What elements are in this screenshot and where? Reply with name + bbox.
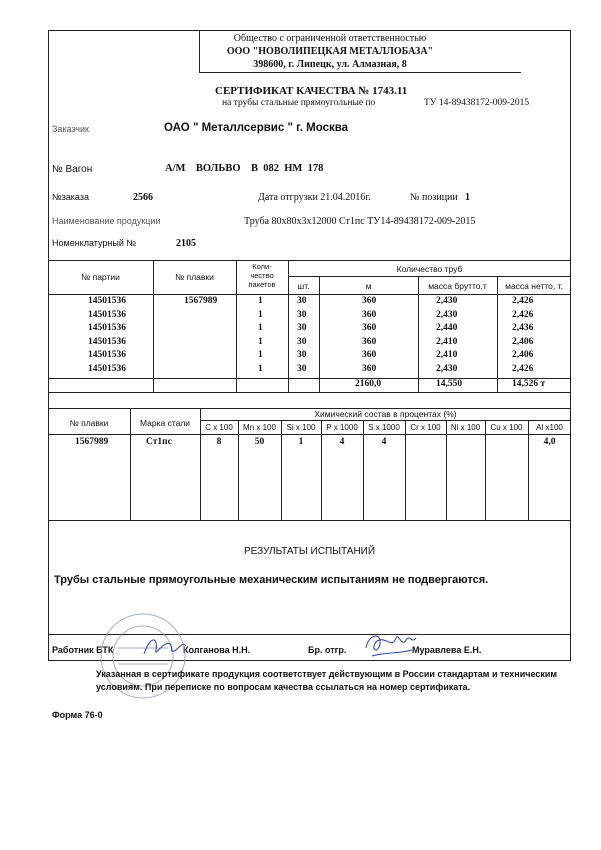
batch-cell-m: 360 [362, 364, 377, 374]
net-header: масса нетто, т. [505, 281, 563, 291]
position-label: № позиции [410, 192, 458, 203]
chem-value: 50 [254, 437, 265, 447]
nomen-value: 2105 [176, 238, 196, 249]
header-vdivider [199, 31, 200, 72]
ship-date: Дата отгрузки 21.04.2016г. [258, 192, 371, 203]
product-value: Труба 80х80х3х12000 Ст1пс ТУ14-89438172-009-2015 [244, 216, 476, 227]
position-value: 1 [465, 192, 470, 203]
batch-cell-packs: 1 [258, 309, 263, 320]
footer-note-1: Указанная в сертификате продукция соответствует действующим в России стандартам и техническим [96, 669, 558, 679]
total-gross: 14,550 [436, 379, 463, 389]
product-label: Наименование продукции [52, 216, 161, 226]
chem-value: 4,0 [543, 437, 556, 447]
batch-cell-gross: 2,430 [436, 296, 458, 306]
header-divider [199, 72, 521, 73]
qty-group-header: Количество труб [396, 264, 463, 274]
batch-cell-gross: 2,430 [436, 309, 458, 320]
form-number: Форма 76-0 [52, 710, 103, 720]
brigade-name: Муравлева Е.Н. [412, 645, 482, 655]
batch-cell-pcs: 30 [297, 336, 307, 347]
total-m: 2160,0 [355, 379, 382, 389]
certificate-standard: ТУ 14-89438172-009-2015 [424, 98, 530, 108]
customer-value: ОАО " Металлсервис " г. Москва [164, 122, 349, 134]
batch-cell-pcs: 30 [297, 323, 307, 334]
company-name: ООО "НОВОЛИПЕЦКАЯ МЕТАЛЛОБАЗА" [226, 46, 434, 57]
batch-cell-pcs: 30 [297, 296, 307, 306]
melt-header: № плавки [175, 272, 214, 282]
batch-header: № партии [81, 272, 120, 282]
brigade-signature [362, 628, 418, 662]
total-net: 14,526 т [512, 379, 546, 389]
customer-label: Заказчик [52, 124, 89, 134]
chem-melt-value: 1567989 [75, 437, 109, 447]
batch-cell-packs: 1 [258, 336, 263, 347]
chem-col-header: Cr х 100 [410, 423, 441, 432]
batch-cell-melt: 1567989 [184, 296, 218, 306]
order-value: 2566 [133, 192, 153, 203]
batch-cell-pcs: 30 [297, 350, 307, 361]
batch-cell-packs: 1 [258, 364, 263, 374]
footer-note-2: условиям. При переписке по вопросам качества ссылаться на номер сертификата. [96, 682, 471, 692]
gross-header: масса брутто,т [428, 281, 487, 291]
batch-cell-m: 360 [362, 336, 377, 347]
company-type: Общество с ограниченной ответственностью [233, 33, 427, 44]
batch-cell-packs: 1 [258, 296, 263, 306]
batch-cell-gross: 2,440 [436, 323, 458, 334]
company-address: 398600, г. Липецк, ул. Алмазная, 8 [253, 59, 407, 70]
chem-col-header: Al х100 [536, 423, 563, 432]
batch-cell-batch: 14501536 [88, 296, 126, 306]
batch-cell-m: 360 [362, 296, 377, 306]
batch-cell-m: 360 [362, 309, 377, 320]
batch-cell-net: 2,426 [512, 364, 534, 374]
chem-col-header: Cu х 100 [490, 423, 523, 432]
chem-col-header: Р х 1000 [326, 423, 358, 432]
chem-group-header: Химический состав в процентах (%) [314, 409, 457, 419]
chem-value: 1 [298, 437, 304, 447]
chem-col-header: С х 100 [205, 423, 233, 432]
chem-grade-value: Ст1пс [146, 437, 172, 447]
chem-melt-header: № плавки [69, 418, 109, 428]
batch-cell-net: 2,426 [512, 296, 534, 306]
chem-grade-header: Марка стали [139, 418, 191, 428]
pcs-header: шт. [297, 281, 310, 291]
batch-cell-pcs: 30 [297, 309, 307, 320]
wagon-value: А/М ВОЛЬВО В 082 НМ 178 [165, 163, 324, 174]
otk-label: Работник БТК [52, 645, 114, 655]
batch-cell-batch: 14501536 [88, 350, 126, 361]
batch-cell-gross: 2,410 [436, 336, 458, 347]
chem-col-header: Ni х 100 [450, 423, 481, 432]
order-label: №заказа [52, 192, 89, 202]
chem-col-header: S х 1000 [368, 423, 400, 432]
m-header: м [365, 281, 372, 291]
batch-cell-net: 2,436 [512, 323, 534, 334]
batch-cell-m: 360 [362, 323, 377, 334]
nomen-label: Номенклатурный № [52, 238, 137, 248]
batch-cell-gross: 2,410 [436, 350, 458, 361]
batch-cell-batch: 14501536 [88, 336, 126, 347]
batch-cell-packs: 1 [258, 350, 263, 361]
results-text: Трубы стальные прямоугольные механическим испытаниям не подвергаются. [54, 574, 489, 586]
certificate-title: СЕРТИФИКАТ КАЧЕСТВА № 1743.11 [215, 85, 408, 97]
batch-cell-gross: 2,430 [436, 364, 458, 374]
certificate-subtitle: на трубы стальные прямоугольные по [222, 98, 376, 108]
results-title: РЕЗУЛЬТАТЫ ИСПЫТАНИЙ [243, 546, 376, 557]
batch-cell-batch: 14501536 [88, 309, 126, 320]
chem-value: 8 [216, 437, 222, 447]
batch-cell-packs: 1 [258, 323, 263, 334]
batch-cell-m: 360 [362, 350, 377, 361]
batch-cell-net: 2,406 [512, 336, 534, 347]
chem-value: 4 [381, 437, 387, 447]
wagon-label: № Вагон [52, 164, 93, 175]
chem-col-header: Mn х 100 [243, 423, 276, 432]
batch-cell-batch: 14501536 [88, 364, 126, 374]
chem-col-header: Si х 100 [286, 423, 316, 432]
otk-name: Колганова Н.Н. [183, 645, 251, 655]
chem-value: 4 [339, 437, 345, 447]
otk-signature [140, 632, 190, 660]
batch-cell-net: 2,426 [512, 309, 534, 320]
brigade-label: Бр. отгр. [308, 645, 347, 655]
packs-header: Коли- чество пакетов [248, 262, 276, 289]
batch-cell-net: 2,406 [512, 350, 534, 361]
batch-cell-pcs: 30 [297, 364, 307, 374]
batch-cell-batch: 14501536 [88, 323, 126, 334]
